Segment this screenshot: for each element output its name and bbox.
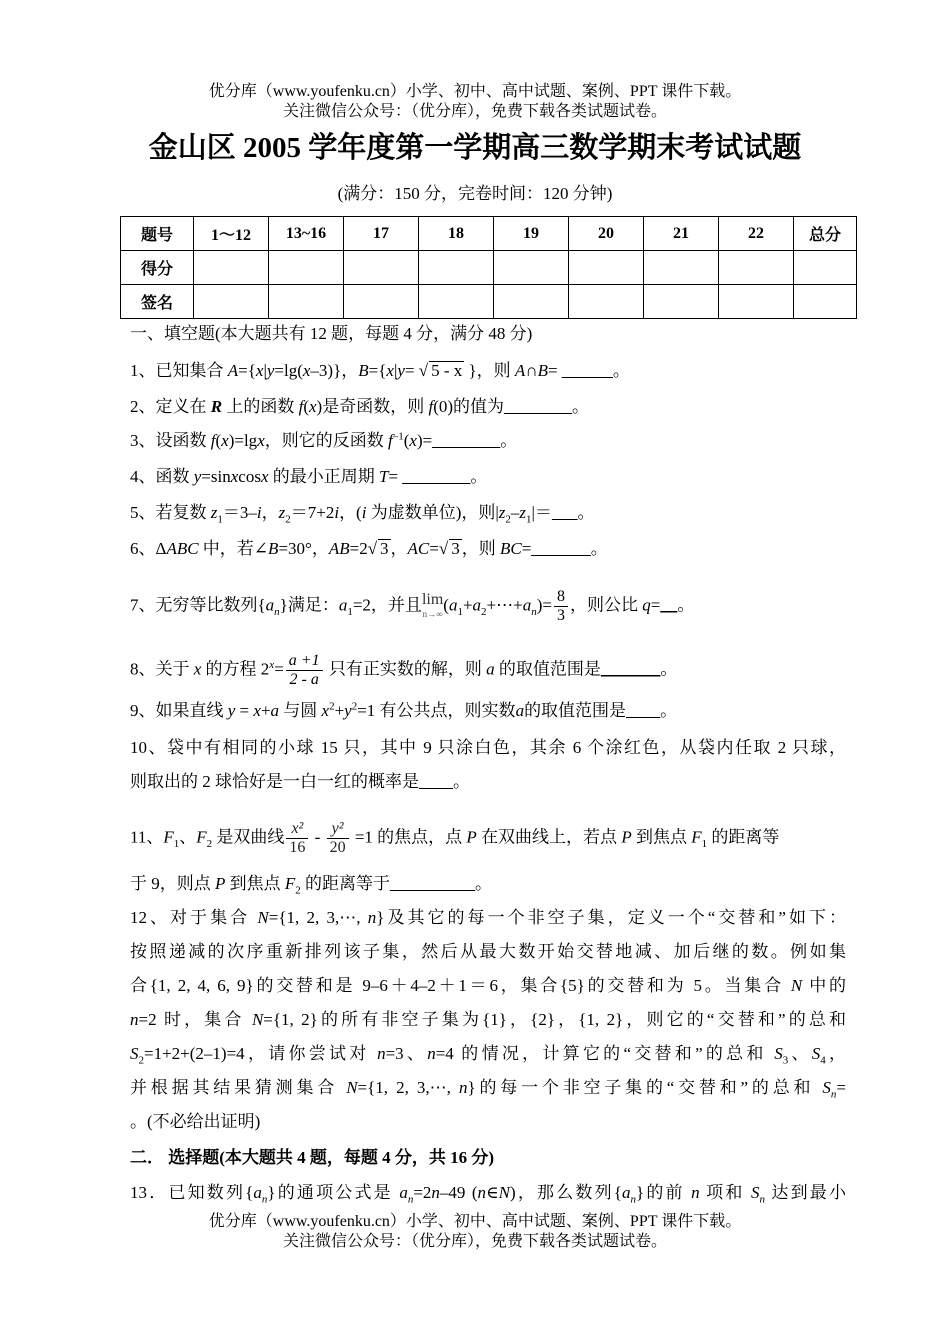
col-header: 19 <box>494 217 569 251</box>
answer-blank[interactable]: _______ <box>531 539 591 558</box>
sqrt-sign-icon: √ <box>438 539 449 558</box>
question-6: 6、ΔABC 中，若∠B=30°，AB=2√ 3 ，AC=√ 3 ，则 BC=_______。 <box>130 539 608 558</box>
signature-cell[interactable] <box>494 285 569 319</box>
answer-blank[interactable]: ___ <box>551 503 578 522</box>
question-9: 9、如果直线 y = x+a 与圆 $x^2+y^2=1$ 有公共点，则实数a的取值范围是____。 <box>130 700 678 720</box>
answer-blank[interactable]: ____ <box>419 772 453 791</box>
header-line-1: 优分库（www.youfenku.cn）小学、初中、高中试题、案例、PPT 课件下载。 <box>208 83 742 100</box>
signature-cell[interactable] <box>194 285 269 319</box>
signature-cell[interactable] <box>719 285 794 319</box>
row-label: 签名 <box>121 285 194 319</box>
signature-row <box>121 285 857 319</box>
question-10-line-1: 10、袋中有相同的小球 15 只，其中 9 只涂白色，其余 6 个涂红色，从袋内任取 2 只球， <box>130 738 846 757</box>
col-header: 22 <box>719 217 794 251</box>
sqrt-sign-icon: √ <box>367 539 378 558</box>
answer-blank[interactable]: __________ <box>390 874 476 893</box>
question-11-line-2: 于 9，则点 P 到焦点 $F_2$ 的距离等于__________。 <box>130 874 493 897</box>
question-7: 7、无穷等比数列$\{a_n\}$满足：$a_1=2$，并且 lim n→∞ $(a_1+a_2+\cdots+a_n)=$ $\frac{8}{3}$ ，则公比 q=__。 <box>130 588 695 624</box>
score-table <box>120 216 857 319</box>
question-12-line-3: 合{1, 2, 4, 6, 9}的交替和是 9–6＋4–2＋1＝6，集合{5}的交替和为 5。当集合 N 中的 <box>130 976 847 995</box>
score-cell[interactable] <box>419 251 494 285</box>
score-cell[interactable] <box>269 251 344 285</box>
score-cell[interactable] <box>569 251 644 285</box>
signature-cell[interactable] <box>569 285 644 319</box>
score-table-header-row <box>121 217 857 251</box>
question-4: 4、函数 y=sinxcosx 的最小正周期 T= ________。 <box>130 467 488 486</box>
answer-blank[interactable]: ____ <box>626 701 661 720</box>
page-title: 金山区 2005 学年度第一学期高三数学期末考试试题 <box>148 132 802 164</box>
sqrt-sign-icon: √ <box>418 361 429 380</box>
score-row <box>121 251 857 285</box>
exam-subtitle: (满分：150 分，完卷时间：120 分钟) <box>337 184 613 203</box>
score-cell[interactable] <box>794 251 857 285</box>
signature-cell[interactable] <box>644 285 719 319</box>
footer-line-2: 关注微信公众号：（优分库），免费下载各类试题试卷。 <box>282 1233 667 1250</box>
limit-symbol: lim n→∞ <box>421 590 444 619</box>
question-13: 13．已知数列$\{a_n\}$的通项公式是 $a_n=2n-49$ (n∈N)，那么数列$\{a_n\}$的前 n 项和 $S_n$ 达到最小 <box>130 1183 847 1206</box>
score-cell[interactable] <box>494 251 569 285</box>
section1-heading: 一、填空题(本大题共有 12 题，每题 4 分，满分 48 分) <box>130 324 533 343</box>
question-12-line-7: 。(不必给出证明) <box>130 1112 261 1131</box>
question-5: 5、若复数 $z_1=3-i$，$z_2=7+2i$，(i 为虚数单位)，则$|z_2-z_1|=\_\_\_$。 <box>130 503 595 526</box>
col-header: 13~16 <box>269 217 344 251</box>
score-cell[interactable] <box>194 251 269 285</box>
score-cell[interactable] <box>344 251 419 285</box>
col-header: 18 <box>419 217 494 251</box>
col-header: 20 <box>569 217 644 251</box>
footer-line-1: 优分库（www.youfenku.cn）小学、初中、高中试题、案例、PPT 课件下载。 <box>208 1213 742 1230</box>
question-12-line-1: 12、对于集合 N={1, 2, 3,⋯, n}及其它的每一个非空子集，定义一个“交替和”如下： <box>130 908 847 927</box>
signature-cell[interactable] <box>419 285 494 319</box>
signature-cell[interactable] <box>794 285 857 319</box>
fraction: $\frac{\text{x²}}{16}$ <box>286 820 308 857</box>
question-12-line-4: n=2 时，集合 N={1, 2}的所有非空子集为{1}，{2}，{1, 2}，则它的“交替和”的总和 <box>130 1010 846 1029</box>
score-cell[interactable] <box>644 251 719 285</box>
question-8: 8、关于 x 的方程 $2^x=$ $\frac{a +1}{2 - a}$ 只有正实数的解，则 a 的取值范围是_______。 <box>130 652 678 688</box>
col-header: 17 <box>344 217 419 251</box>
signature-cell[interactable] <box>269 285 344 319</box>
answer-blank[interactable]: ________ <box>402 467 471 486</box>
answer-blank[interactable]: ______ <box>561 361 613 380</box>
section2-heading: 二． 选择题(本大题共 4 题，每题 4 分，共 16 分) <box>130 1148 495 1167</box>
row-label: 得分 <box>121 251 194 285</box>
answer-blank[interactable]: __ <box>660 595 678 615</box>
answer-blank[interactable]: _______ <box>600 659 661 679</box>
header-line-2: 关注微信公众号：（优分库），免费下载各类试题试卷。 <box>282 103 667 120</box>
answer-blank[interactable]: ________ <box>504 397 573 416</box>
question-12-line-6: 并根据其结果猜测集合 N={1, 2, 3,⋯, n}的每一个非空子集的“交替和”的总和 $S_n=$ <box>130 1078 846 1101</box>
fraction: $\frac{\text{y²}}{20}$ <box>327 820 349 857</box>
triangle-icon: Δ <box>155 539 167 558</box>
col-header: 题号 <box>121 217 194 251</box>
question-12-line-2: 按照递减的次序重新排列该子集，然后从最大数开始交替地减、加后继的数。例如集 <box>130 942 846 961</box>
question-12-line-5: $S_2=1+2+(2-1)=4$，请你尝试对 n=3、n=4 的情况，计算它的“交替和”的总和 $S_3$、$S_4$， <box>130 1044 847 1067</box>
fraction: $\frac{a +1}{2 - a}$ <box>286 652 323 689</box>
col-header: 21 <box>644 217 719 251</box>
question-1: 1、已知集合 A={x|y=lg(x–3)}，B={x|y= √ 5 - x }，则 A∩B= ______。 <box>130 361 630 380</box>
question-2: 2、定义在 R 上的函数 f(x)是奇函数，则 f(0)的值为________。 <box>130 397 590 416</box>
answer-blank[interactable]: ________ <box>432 431 501 450</box>
score-cell[interactable] <box>719 251 794 285</box>
question-10-line-2: 则取出的 2 球恰好是一白一红的概率是____。 <box>130 772 470 791</box>
signature-cell[interactable] <box>344 285 419 319</box>
fraction: $\frac{8}{3}$ <box>554 588 568 625</box>
question-11-line-1: 11、$F_1$、$F_2$ 是双曲线 $\frac{\text{x²}}{16}$ - $\frac{\text{y²}}{20}$ =1 的焦点，点 P 在双曲线上，若点 P 到焦点 $F_1$ 的距离等 <box>130 820 780 856</box>
col-header: 1～12 <box>194 217 269 251</box>
col-header: 总分 <box>794 217 857 251</box>
question-3: 3、设函数 f(x)=lgx，则它的反函数 $f^{-1}(x)=\_\_\_\_\_\_\_\_$。 <box>130 430 518 450</box>
